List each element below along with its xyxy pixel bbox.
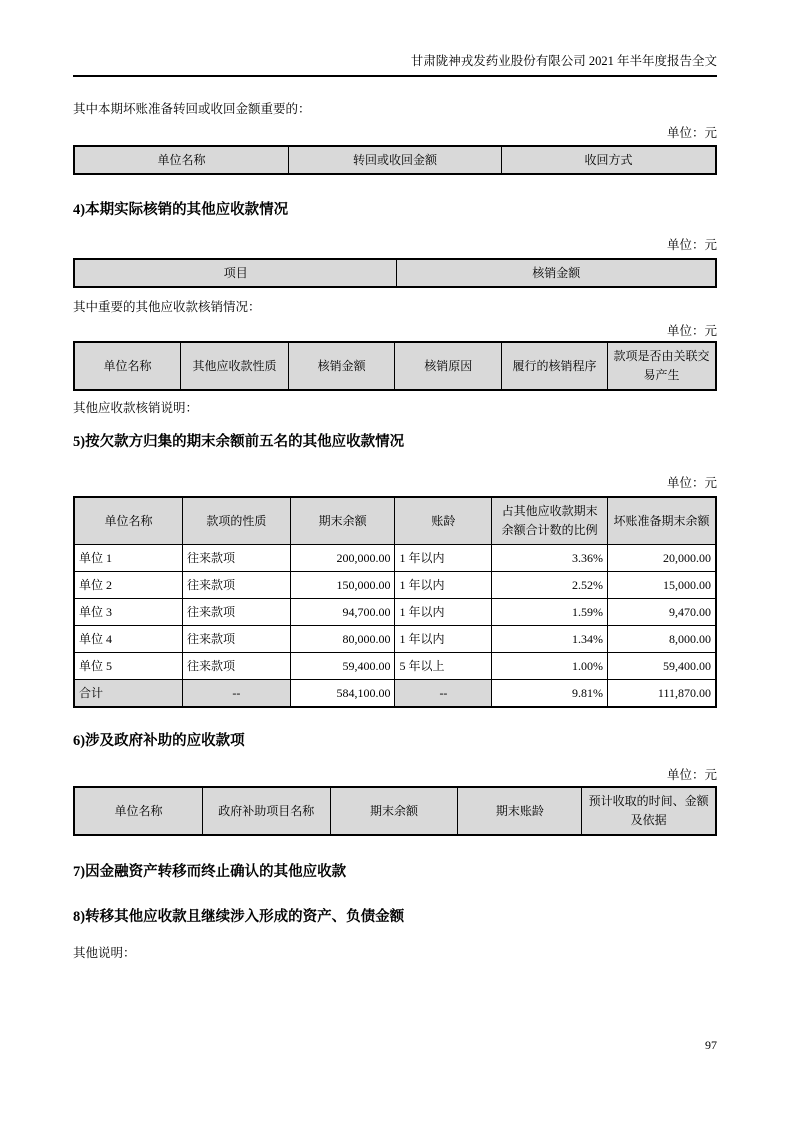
table-row [74,545,716,572]
column-header: 单位名称 [74,497,182,545]
table-cell: 单位 1 [74,545,182,572]
table-row [74,599,716,626]
table-cell: 往来款项 [182,653,290,680]
table-cell: 80,000.00 [290,626,395,653]
table-row [74,342,716,390]
table-cell: 9,470.00 [607,599,716,626]
column-header: 履行的核销程序 [502,342,608,390]
column-header: 核销金额 [397,259,716,287]
table-row [74,259,716,287]
section-8-heading: 8)转移其他应收款且继续涉入形成的资产、负债金额 [73,909,405,925]
column-header: 核销原因 [395,342,502,390]
table-cell: 9.81% [492,680,608,708]
table-cell: 单位 5 [74,653,182,680]
page-number: 97 [705,1038,717,1052]
page-content [73,0,717,960]
table-cell: 59,400.00 [607,653,716,680]
table-cell: 111,870.00 [607,680,716,708]
column-header: 期末余额 [290,497,395,545]
table-cell: 584,100.00 [290,680,395,708]
table-cell: 合计 [74,680,182,708]
unit-label: 单位：元 [666,238,717,252]
table-top5 [73,496,717,708]
table-cell: 20,000.00 [607,545,716,572]
table-row [74,626,716,653]
column-header: 预计收取的时间、金额及依据 [582,787,716,835]
column-header: 其他应收款性质 [181,342,289,390]
doc-header-title: 甘肃陇神戎发药业股份有限公司 2021 年半年度报告全文 [73,54,717,77]
section-6-heading: 6)涉及政府补助的应收款项 [73,733,245,749]
table-cell: 单位 3 [74,599,182,626]
table-cell: 1.59% [492,599,608,626]
table-writeoff-detail [73,341,717,391]
column-header: 款项的性质 [182,497,290,545]
column-header: 单位名称 [74,146,288,174]
column-header: 款项是否由关联交易产生 [607,342,716,390]
section-4-heading: 4)本期实际核销的其他应收款情况 [73,202,289,218]
table-cell: 150,000.00 [290,572,395,599]
column-header: 政府补助项目名称 [202,787,330,835]
table-cell: 1 年以内 [395,572,492,599]
table-writeoff-summary [73,258,717,288]
table-cell: 15,000.00 [607,572,716,599]
table-cell: 单位 4 [74,626,182,653]
table-cell: 1 年以内 [395,626,492,653]
column-header: 转回或收回金额 [288,146,501,174]
column-header: 单位名称 [74,342,181,390]
table-cell: 5 年以上 [395,653,492,680]
table-row [74,572,716,599]
column-header: 期末余额 [330,787,458,835]
intro-text: 其中本期坏账准备转回或收回金额重要的： [73,102,311,116]
column-header: 收回方式 [502,146,716,174]
s4-note-text: 其他应收款核销说明： [73,401,199,415]
column-header: 占其他应收款期末余额合计数的比例 [492,497,608,545]
unit-label: 单位：元 [666,126,717,140]
table-cell: 往来款项 [182,545,290,572]
table-cell: 94,700.00 [290,599,395,626]
table-cell: 1.34% [492,626,608,653]
section-5-heading: 5)按欠款方归集的期末余额前五名的其他应收款情况 [73,434,405,450]
table-recovery [73,145,717,175]
s4-sub-text: 其中重要的其他应收款核销情况： [73,300,261,314]
table-cell: -- [182,680,290,708]
column-header: 核销金额 [288,342,395,390]
column-header: 账龄 [395,497,492,545]
table-row [74,146,716,174]
table-cell: 2.52% [492,572,608,599]
column-header: 单位名称 [74,787,202,835]
column-header: 期末账龄 [458,787,582,835]
table-row [74,653,716,680]
table-row [74,787,716,835]
table-cell: 200,000.00 [290,545,395,572]
unit-label: 单位：元 [666,476,717,490]
table-cell: 1.00% [492,653,608,680]
table-cell: 8,000.00 [607,626,716,653]
table-row [74,497,716,545]
section-7-heading: 7)因金融资产转移而终止确认的其他应收款 [73,864,347,880]
table-cell: 往来款项 [182,599,290,626]
table-cell: 往来款项 [182,626,290,653]
table-cell: 往来款项 [182,572,290,599]
unit-label: 单位：元 [666,324,717,338]
table-cell: 1 年以内 [395,545,492,572]
table-cell: 1 年以内 [395,599,492,626]
table-cell: -- [395,680,492,708]
table-total-row [74,680,716,708]
column-header: 项目 [74,259,397,287]
table-cell: 3.36% [492,545,608,572]
unit-label: 单位：元 [666,768,717,782]
table-cell: 单位 2 [74,572,182,599]
table-gov-subsidy [73,786,717,836]
other-note-text: 其他说明： [73,946,136,960]
table-cell: 59,400.00 [290,653,395,680]
column-header: 坏账准备期末余额 [607,497,716,545]
